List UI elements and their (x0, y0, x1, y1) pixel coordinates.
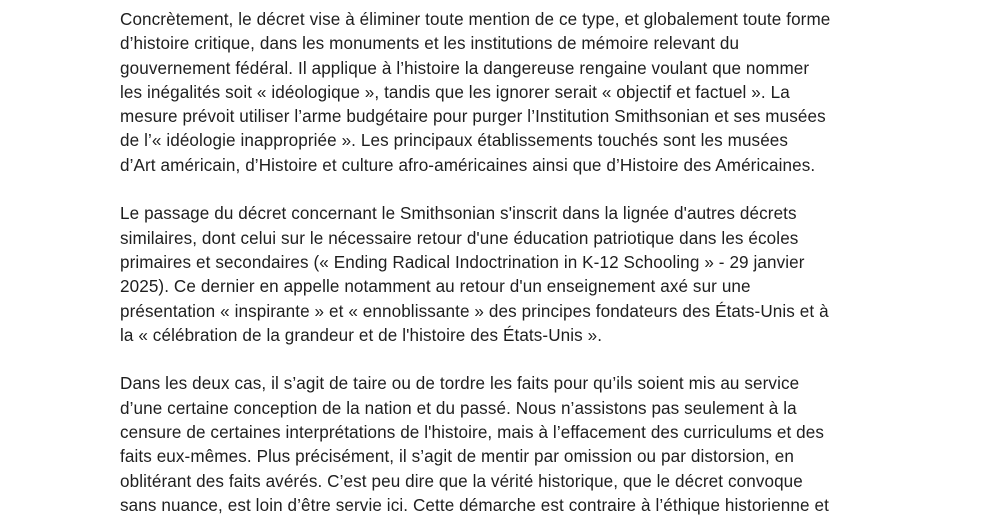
article-body (120, 8, 900, 525)
text-line: d’histoire critique, dans les monuments et les institutions de mémoire relevant du (120, 34, 740, 54)
text-line: d’Art américain, d’Histoire et culture afro-américaines ainsi que d’Histoire des Américaines. (120, 155, 816, 175)
text-line: sans nuance, est loin d’être servie ici. Cette démarche est contraire à l’éthique historienne et (120, 495, 829, 515)
text-line: censure de certaines interprétations de l'histoire, mais à l’effacement des curriculums et des (120, 423, 825, 443)
text-line: mesure prévoit utiliser l’arme budgétaire pour purger l’Institution Smithsonian et ses musées (120, 107, 826, 127)
text-line: de l’« idéologie inappropriée ». Les principaux établissements touchés sont les musées (120, 131, 789, 151)
text-line: les inégalités soit « idéologique », tandis que les ignorer serait « objectif et factuel ». La (120, 82, 790, 102)
text-line: la « célébration de la grandeur et de l'histoire des États-Unis ». (120, 325, 603, 345)
text-line: oblitérant des faits avérés. C’est peu dire que la vérité historique, que le décret convoque (120, 471, 803, 491)
text-line: d’une certaine conception de la nation et du passé. Nous n’assistons pas seulement à la (120, 398, 797, 418)
paragraph-1 (120, 8, 900, 178)
paragraph-2 (120, 202, 900, 348)
text-line: gouvernement fédéral. Il applique à l’histoire la dangereuse rengaine voulant que nommer (120, 58, 810, 78)
text-line: faits eux-mêmes. Plus précisément, il s’agit de mentir par omission ou par distorsion, en (120, 447, 794, 467)
text-line: 2025). Ce dernier en appelle notamment au retour d'un enseignement axé sur une (120, 277, 751, 297)
text-line: Le passage du décret concernant le Smithsonian s'inscrit dans la lignée d'autres décrets (120, 204, 797, 224)
text-line: similaires, dont celui sur le nécessaire retour d'une éducation patriotique dans les écoles (120, 228, 799, 248)
text-line: Dans les deux cas, il s’agit de taire ou de tordre les faits pour qu’ils soient mis au service (120, 374, 800, 394)
text-line: primaires et secondaires (« Ending Radical Indoctrination in K-12 Schooling » - 29 janvier (120, 252, 805, 272)
paragraph-3 (120, 372, 900, 518)
text-line: présentation « inspirante » et « ennoblissante » des principes fondateurs des États-Unis et à (120, 301, 829, 321)
text-line: Concrètement, le décret vise à éliminer toute mention de ce type, et globalement toute forme (120, 10, 831, 29)
